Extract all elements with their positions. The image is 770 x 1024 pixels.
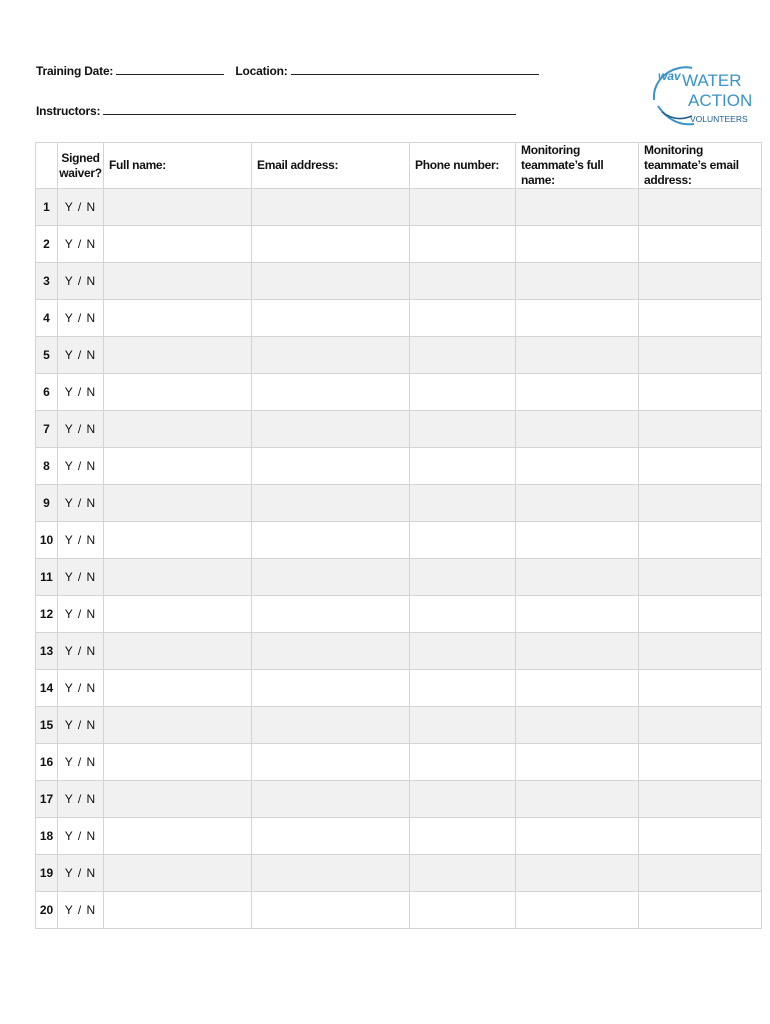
row-number: 15 bbox=[36, 707, 58, 744]
full-name-cell[interactable] bbox=[104, 300, 252, 337]
email-cell[interactable] bbox=[252, 559, 410, 596]
waiver-cell[interactable]: Y / N bbox=[58, 411, 104, 448]
email-cell[interactable] bbox=[252, 707, 410, 744]
row-number: 14 bbox=[36, 670, 58, 707]
email-cell[interactable] bbox=[252, 263, 410, 300]
full-name-cell[interactable] bbox=[104, 189, 252, 226]
row-number: 12 bbox=[36, 596, 58, 633]
teammate-name-cell[interactable] bbox=[516, 263, 639, 300]
email-cell[interactable] bbox=[252, 189, 410, 226]
phone-cell[interactable] bbox=[410, 263, 516, 300]
row-number: 5 bbox=[36, 337, 58, 374]
table-row bbox=[36, 670, 762, 707]
table-body bbox=[36, 189, 762, 929]
teammate-email-cell[interactable] bbox=[639, 522, 762, 559]
full-name-cell[interactable] bbox=[104, 892, 252, 929]
waiver-cell[interactable]: Y / N bbox=[58, 189, 104, 226]
full-name-cell[interactable] bbox=[104, 818, 252, 855]
teammate-name-cell[interactable] bbox=[516, 670, 639, 707]
teammate-name-cell[interactable] bbox=[516, 300, 639, 337]
waiver-cell[interactable]: Y / N bbox=[58, 337, 104, 374]
row-number: 13 bbox=[36, 633, 58, 670]
full-name-cell[interactable] bbox=[104, 670, 252, 707]
table-row bbox=[36, 781, 762, 818]
table-row bbox=[36, 855, 762, 892]
header-signed-waiver: Signed waiver? bbox=[58, 143, 104, 189]
row-number: 18 bbox=[36, 818, 58, 855]
teammate-email-cell[interactable] bbox=[639, 892, 762, 929]
teammate-email-cell[interactable] bbox=[639, 337, 762, 374]
teammate-name-cell[interactable] bbox=[516, 448, 639, 485]
row-number: 11 bbox=[36, 559, 58, 596]
full-name-cell[interactable] bbox=[104, 337, 252, 374]
full-name-cell[interactable] bbox=[104, 707, 252, 744]
table-row bbox=[36, 596, 762, 633]
full-name-cell[interactable] bbox=[104, 411, 252, 448]
waiver-cell[interactable]: Y / N bbox=[58, 374, 104, 411]
waiver-cell[interactable]: Y / N bbox=[58, 226, 104, 263]
table-row bbox=[36, 448, 762, 485]
phone-cell[interactable] bbox=[410, 744, 516, 781]
table-row bbox=[36, 337, 762, 374]
phone-cell[interactable] bbox=[410, 781, 516, 818]
instructors-label: Instructors: bbox=[36, 104, 101, 118]
phone-cell[interactable] bbox=[410, 226, 516, 263]
email-cell[interactable] bbox=[252, 522, 410, 559]
training-date-label: Training Date: bbox=[36, 64, 114, 78]
teammate-name-cell[interactable] bbox=[516, 374, 639, 411]
teammate-name-cell[interactable] bbox=[516, 411, 639, 448]
teammate-email-cell[interactable] bbox=[639, 263, 762, 300]
teammate-name-cell[interactable] bbox=[516, 189, 639, 226]
teammate-name-cell[interactable] bbox=[516, 226, 639, 263]
phone-cell[interactable] bbox=[410, 559, 516, 596]
row-number: 19 bbox=[36, 855, 58, 892]
teammate-name-cell[interactable] bbox=[516, 596, 639, 633]
email-cell[interactable] bbox=[252, 374, 410, 411]
table-row bbox=[36, 892, 762, 929]
full-name-cell[interactable] bbox=[104, 448, 252, 485]
table-row bbox=[36, 522, 762, 559]
phone-cell[interactable] bbox=[410, 818, 516, 855]
teammate-email-cell[interactable] bbox=[639, 226, 762, 263]
teammate-email-cell[interactable] bbox=[639, 670, 762, 707]
teammate-name-cell[interactable] bbox=[516, 855, 639, 892]
table-row bbox=[36, 411, 762, 448]
teammate-name-cell[interactable] bbox=[516, 485, 639, 522]
email-cell[interactable] bbox=[252, 670, 410, 707]
teammate-name-cell[interactable] bbox=[516, 522, 639, 559]
table-row bbox=[36, 300, 762, 337]
full-name-cell[interactable] bbox=[104, 522, 252, 559]
row-number: 17 bbox=[36, 781, 58, 818]
table-row bbox=[36, 189, 762, 226]
email-cell[interactable] bbox=[252, 411, 410, 448]
water-action-volunteers-logo bbox=[648, 60, 753, 130]
phone-cell[interactable] bbox=[410, 300, 516, 337]
teammate-email-cell[interactable] bbox=[639, 374, 762, 411]
full-name-cell[interactable] bbox=[104, 226, 252, 263]
teammate-name-cell[interactable] bbox=[516, 337, 639, 374]
email-cell[interactable] bbox=[252, 226, 410, 263]
email-cell[interactable] bbox=[252, 781, 410, 818]
waiver-cell[interactable]: Y / N bbox=[58, 744, 104, 781]
table-row bbox=[36, 633, 762, 670]
header-email-address: Email address: bbox=[252, 143, 410, 189]
full-name-cell[interactable] bbox=[104, 781, 252, 818]
waiver-cell[interactable]: Y / N bbox=[58, 596, 104, 633]
location-field[interactable] bbox=[291, 63, 539, 75]
teammate-email-cell[interactable] bbox=[639, 707, 762, 744]
email-cell[interactable] bbox=[252, 633, 410, 670]
phone-cell[interactable] bbox=[410, 855, 516, 892]
row-number: 8 bbox=[36, 448, 58, 485]
logo-mark: wav bbox=[658, 69, 681, 83]
teammate-name-cell[interactable] bbox=[516, 781, 639, 818]
teammate-name-cell[interactable] bbox=[516, 744, 639, 781]
email-cell[interactable] bbox=[252, 448, 410, 485]
row-number: 16 bbox=[36, 744, 58, 781]
phone-cell[interactable] bbox=[410, 596, 516, 633]
phone-cell[interactable] bbox=[410, 189, 516, 226]
instructors-field[interactable] bbox=[103, 103, 516, 115]
location-label: Location: bbox=[235, 64, 288, 78]
full-name-cell[interactable] bbox=[104, 374, 252, 411]
teammate-name-cell[interactable] bbox=[516, 707, 639, 744]
table-header-row bbox=[36, 143, 762, 189]
table-row bbox=[36, 485, 762, 522]
teammate-name-cell[interactable] bbox=[516, 818, 639, 855]
email-cell[interactable] bbox=[252, 892, 410, 929]
teammate-email-cell[interactable] bbox=[639, 411, 762, 448]
teammate-name-cell[interactable] bbox=[516, 559, 639, 596]
phone-cell[interactable] bbox=[410, 374, 516, 411]
waiver-cell[interactable]: Y / N bbox=[58, 485, 104, 522]
teammate-name-cell[interactable] bbox=[516, 892, 639, 929]
table-row bbox=[36, 263, 762, 300]
row-number: 1 bbox=[36, 189, 58, 226]
full-name-cell[interactable] bbox=[104, 855, 252, 892]
row-number: 20 bbox=[36, 892, 58, 929]
table-row bbox=[36, 226, 762, 263]
phone-cell[interactable] bbox=[410, 707, 516, 744]
full-name-cell[interactable] bbox=[104, 485, 252, 522]
logo-line-water: WATER bbox=[682, 71, 742, 90]
teammate-email-cell[interactable] bbox=[639, 300, 762, 337]
row-number: 3 bbox=[36, 263, 58, 300]
full-name-cell[interactable] bbox=[104, 633, 252, 670]
training-info-row bbox=[36, 63, 539, 78]
teammate-email-cell[interactable] bbox=[639, 781, 762, 818]
header-teammate-email: Monitoring teammate’s email address: bbox=[639, 143, 762, 189]
waiver-cell[interactable]: Y / N bbox=[58, 818, 104, 855]
email-cell[interactable] bbox=[252, 300, 410, 337]
table-row bbox=[36, 707, 762, 744]
waiver-cell[interactable]: Y / N bbox=[58, 448, 104, 485]
teammate-name-cell[interactable] bbox=[516, 633, 639, 670]
teammate-email-cell[interactable] bbox=[639, 633, 762, 670]
phone-cell[interactable] bbox=[410, 670, 516, 707]
phone-cell[interactable] bbox=[410, 892, 516, 929]
waiver-cell[interactable]: Y / N bbox=[58, 892, 104, 929]
row-number: 7 bbox=[36, 411, 58, 448]
email-cell[interactable] bbox=[252, 818, 410, 855]
header-teammate-full-name: Monitoring teammate’s full name: bbox=[516, 143, 639, 189]
email-cell[interactable] bbox=[252, 855, 410, 892]
waiver-cell[interactable]: Y / N bbox=[58, 707, 104, 744]
table-row bbox=[36, 559, 762, 596]
teammate-email-cell[interactable] bbox=[639, 818, 762, 855]
table-row bbox=[36, 744, 762, 781]
teammate-email-cell[interactable] bbox=[639, 189, 762, 226]
instructors-row bbox=[36, 103, 516, 118]
teammate-email-cell[interactable] bbox=[639, 744, 762, 781]
email-cell[interactable] bbox=[252, 485, 410, 522]
teammate-email-cell[interactable] bbox=[639, 485, 762, 522]
phone-cell[interactable] bbox=[410, 448, 516, 485]
logo-line-volunteers: VOLUNTEERS bbox=[690, 114, 748, 124]
training-date-field[interactable] bbox=[116, 63, 224, 75]
row-number: 2 bbox=[36, 226, 58, 263]
waiver-cell[interactable]: Y / N bbox=[58, 633, 104, 670]
waiver-cell[interactable]: Y / N bbox=[58, 855, 104, 892]
teammate-email-cell[interactable] bbox=[639, 559, 762, 596]
phone-cell[interactable] bbox=[410, 633, 516, 670]
table-row bbox=[36, 818, 762, 855]
header-row-number bbox=[36, 143, 58, 189]
waiver-cell[interactable]: Y / N bbox=[58, 670, 104, 707]
full-name-cell[interactable] bbox=[104, 744, 252, 781]
phone-cell[interactable] bbox=[410, 411, 516, 448]
waiver-cell[interactable]: Y / N bbox=[58, 263, 104, 300]
logo-line-action: ACTION bbox=[688, 91, 753, 110]
table-row bbox=[36, 374, 762, 411]
full-name-cell[interactable] bbox=[104, 596, 252, 633]
teammate-email-cell[interactable] bbox=[639, 448, 762, 485]
email-cell[interactable] bbox=[252, 744, 410, 781]
waiver-cell[interactable]: Y / N bbox=[58, 300, 104, 337]
phone-cell[interactable] bbox=[410, 522, 516, 559]
row-number: 9 bbox=[36, 485, 58, 522]
row-number: 4 bbox=[36, 300, 58, 337]
row-number: 10 bbox=[36, 522, 58, 559]
teammate-email-cell[interactable] bbox=[639, 596, 762, 633]
waiver-cell[interactable]: Y / N bbox=[58, 559, 104, 596]
phone-cell[interactable] bbox=[410, 485, 516, 522]
email-cell[interactable] bbox=[252, 337, 410, 374]
full-name-cell[interactable] bbox=[104, 559, 252, 596]
waiver-cell[interactable]: Y / N bbox=[58, 781, 104, 818]
header-phone-number: Phone number: bbox=[410, 143, 516, 189]
full-name-cell[interactable] bbox=[104, 263, 252, 300]
row-number: 6 bbox=[36, 374, 58, 411]
logo-wave-inner bbox=[662, 112, 692, 119]
sign-in-table bbox=[35, 142, 762, 929]
phone-cell[interactable] bbox=[410, 337, 516, 374]
header-full-name: Full name: bbox=[104, 143, 252, 189]
waiver-cell[interactable]: Y / N bbox=[58, 522, 104, 559]
teammate-email-cell[interactable] bbox=[639, 855, 762, 892]
email-cell[interactable] bbox=[252, 596, 410, 633]
